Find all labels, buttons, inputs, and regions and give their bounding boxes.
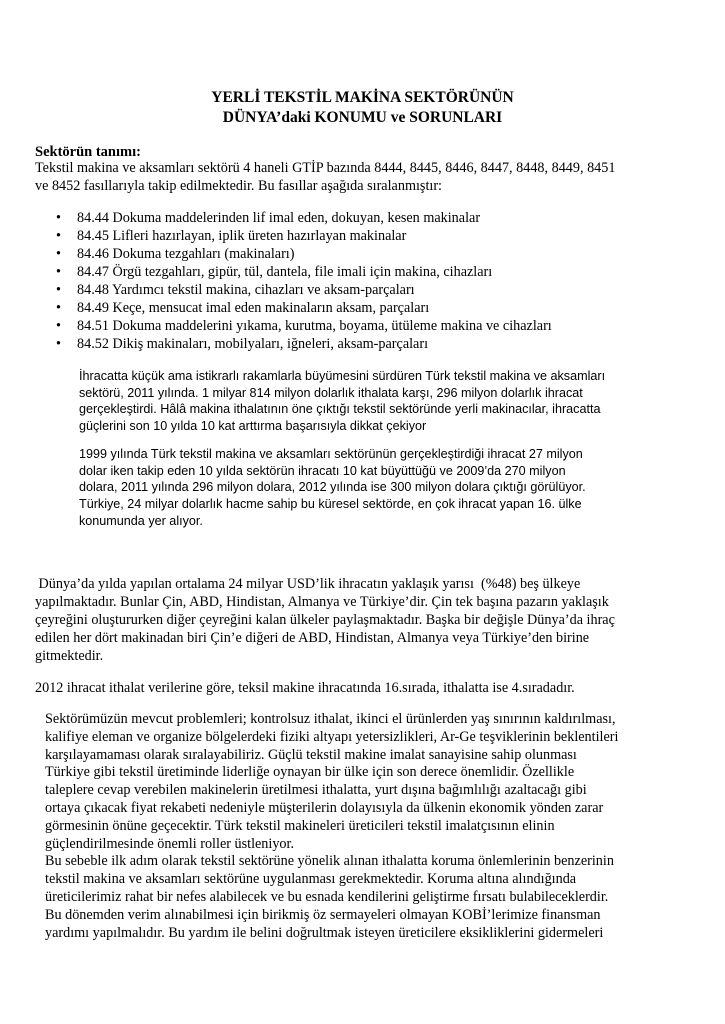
list-item xyxy=(56,317,552,335)
text-line: kalifiye eleman ve organize bölgelerdeki fiziki altyapı yetersizlikleri, Ar-Ge teşviklerinin beklentileri xyxy=(45,728,619,745)
bullet-icon: • xyxy=(56,228,61,244)
text-line: ve 8452 fasıllarıyla takip edilmektedir. Bu fasıllar aşağıda sıralanmıştır: xyxy=(35,178,442,194)
bullet-icon: • xyxy=(56,300,61,316)
section-heading-definition: Sektörün tanımı: xyxy=(35,144,141,160)
bullet-icon: • xyxy=(56,336,61,352)
text-line: konumunda yer alıyor. xyxy=(79,513,203,528)
text-line: üreticilerimiz rahat bir nefes alabilecek ve bu esnada kendilerini geliştirme fırsatı bulabileceklerdir. xyxy=(45,888,609,905)
text-line: sektörü, 2011 yılında. 1 milyar 814 milyon dolarlık ithalata karşı, 296 milyon dolarlık ihracat xyxy=(79,385,583,400)
text-line: Bu sebeble ilk adım olarak tekstil sektörüne yönelik alınan ithalatta koruma önlemlerinin benzerinin xyxy=(45,853,614,870)
text-line: dolar iken takip eden 10 yılda sektörün ihracatı 10 kat büyüttüğü ve 2009’da 270 milyon xyxy=(79,463,566,478)
export-history-paragraph xyxy=(79,446,586,530)
text-line: Sektörümüzün mevcut problemleri; kontrolsuz ithalat, ikinci el ürünlerden yaş sınırının kaldırılması, xyxy=(45,711,616,727)
sector-problems-paragraph xyxy=(45,711,618,942)
bullet-icon: • xyxy=(56,318,61,334)
list-item-text: 84.47 Örgü tezgahları, gipür, tül, dantela, file imali için makina, cihazları xyxy=(77,264,493,280)
text-line: Dünya’da yılda yapılan ortalama 24 milyar USD’lik ihracatın yaklaşık yarısı (%48) beş ülkeye xyxy=(35,576,581,592)
list-item xyxy=(56,209,552,227)
text-line: gerçekleştirdi. Hâlâ makina ithalatının öne çıktığı tekstil sektöründe yerli makinacılar, ihracatta xyxy=(79,402,601,417)
world-export-paragraph xyxy=(35,575,615,665)
list-item-text: 84.44 Dokuma maddelerinden lif imal eden, dokuyan, kesen makinalar xyxy=(77,210,481,226)
list-item xyxy=(56,245,552,263)
text-line: tekstil makina ve aksamları sektörüne uygulanması gerekmektedir. Koruma altına alındığında xyxy=(45,871,577,888)
bullet-icon: • xyxy=(56,264,61,280)
text-line: çeyreğini oluştururken diğer çeyreğini kalan ülkeler paylaşmaktadır. Başka bir değişle Dünya’da ihraç xyxy=(35,612,615,628)
text-line: Tekstil makina ve aksamları sektörü 4 haneli GTİP bazında 8444, 8445, 8446, 8447, 8448, 8449, 8451 xyxy=(35,160,616,176)
text-line: dolara, 2011 yılında 296 milyon dolara, 2012 yılında ise 300 milyon dolara çıktığı görülüyor. xyxy=(79,480,586,495)
text-line: 2012 ihracat ithalat verilerine göre, teksil makine ihracatında 16.sırada, ithalatta ise 4.sıradadır. xyxy=(35,680,575,696)
text-line: İhracatta küçük ama istikrarlı rakamlarla büyümesini sürdüren Türk tekstil makina ve aksamları xyxy=(79,369,606,383)
text-line: Türkiye gibi tekstil üretiminde liderliğe oynayan bir ülke için son derece önemlidir. Özellikle xyxy=(45,764,575,781)
list-item xyxy=(56,227,552,245)
customs-code-list xyxy=(56,209,552,353)
text-line: edilen her dört makinadan biri Çin’e diğeri de ABD, Hindistan, Almanya veya Türkiye’den birine xyxy=(35,630,590,646)
list-item xyxy=(56,335,552,353)
text-line: gitmektedir. xyxy=(35,648,104,664)
text-line: güçlerini son 10 yılda 10 kat arttırma başarısıyla dikkat çekiyor xyxy=(79,419,427,434)
definition-paragraph xyxy=(35,159,615,195)
bullet-icon: • xyxy=(56,210,61,226)
document-title-line-2: DÜNYA’daki KONUMU ve SORUNLARI xyxy=(222,109,503,126)
list-item xyxy=(56,281,552,299)
list-item-text: 84.52 Dikiş makinaları, mobilyaları, iğneleri, aksam-parçaları xyxy=(77,336,429,352)
export-growth-paragraph xyxy=(79,368,605,435)
text-line: güçlendirilmesinde önemli roller üstleniyor. xyxy=(45,835,295,852)
list-item-text: 84.49 Keçe, mensucat imal eden makinaların aksam, parçaları xyxy=(77,300,430,316)
text-line: yapılmaktadır. Bunlar Çin, ABD, Hindistan, Almanya ve Türkiye’dir. Çin tek başına pazarın yaklaşık xyxy=(35,594,609,610)
list-item-text: 84.48 Yardımcı tekstil makina, cihazları ve aksam-parçaları xyxy=(77,282,415,298)
document-title-line-1: YERLİ TEKSTİL MAKİNA SEKTÖRÜNÜN xyxy=(211,89,514,106)
list-item xyxy=(56,263,552,281)
text-line: görmesinin önüne geçecektir. Türk tekstil makineleri üreticileri tekstil imalatçısının elinin xyxy=(45,817,555,834)
text-line: taleplere cevap verebilen makinelerin üretilmesi ithalatta, yurt dışına bağımlılığı azaltacağı gibi xyxy=(45,782,587,799)
text-line: ortaya çıkacak fiyat rekabeti nedeniyle müşterilerin dolayısıyla da ülkenin ekonomik yönden zarar xyxy=(45,799,604,816)
bullet-icon: • xyxy=(56,246,61,262)
bullet-icon: • xyxy=(56,282,61,298)
ranking-2012-paragraph xyxy=(35,679,575,697)
text-line: karşılayamaması olarak sıralayabiliriz. Güçlü tekstil makine imalat sanayisine sahip olunması xyxy=(45,746,577,763)
list-item-text: 84.51 Dokuma maddelerini yıkama, kurutma, boyama, ütüleme makina ve cihazları xyxy=(77,318,552,334)
text-line: Türkiye, 24 milyar dolarlık hacme sahip bu küresel sektörde, en çok ihracat yapan 16. ülke xyxy=(79,497,582,512)
text-line: 1999 yılında Türk tekstil makina ve aksamları sektörünün gerçekleştirdiği ihracat 27 milyon xyxy=(79,447,583,461)
list-item-text: 84.46 Dokuma tezgahları (makinaları) xyxy=(77,246,295,262)
text-line: Bu dönemden verim alınabilmesi için birikmiş öz sermayeleri olmayan KOBİ’lerimize finansman xyxy=(45,906,601,923)
text-line: yardımı yapılmalıdır. Bu yardım ile belini doğrultmak isteyen üreticilere eksikliklerini gidermeleri xyxy=(45,924,604,941)
list-item-text: 84.45 Lifleri hazırlayan, iplik üreten hazırlayan makinalar xyxy=(77,228,407,244)
list-item xyxy=(56,299,552,317)
